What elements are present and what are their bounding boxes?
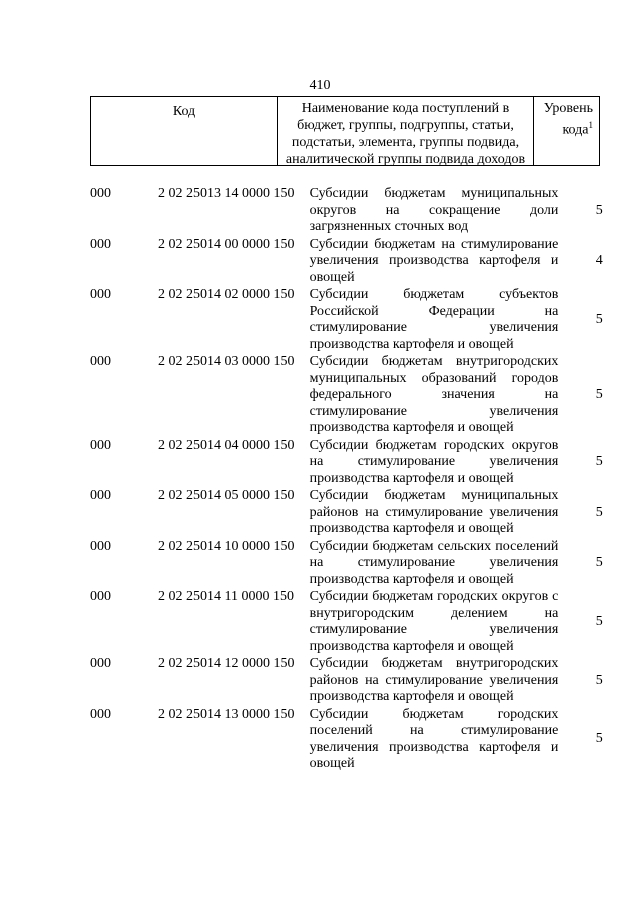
header-level-cell (534, 97, 599, 165)
revenue-code: 2 02 25013 14 0000 150 (158, 186, 295, 201)
revenue-name: Субсидии бюджетам городских округов на стимулирование увеличения производства картофеля и овощей (309, 437, 559, 486)
code-level: 5 (595, 672, 603, 688)
revenue-code: 2 02 25014 02 0000 150 (158, 287, 295, 302)
revenue-name: Субсидии бюджетам городских округов с внутригородским делением на стимулирование увеличения производства картофеля и овощей (309, 589, 559, 654)
revenue-code: 2 02 25014 05 0000 150 (158, 488, 295, 503)
revenue-name: Субсидии бюджетам внутригородских муниципальных образований городов федерального значения на стимулирование увеличения производства картофеля и овощей (309, 354, 559, 435)
table-row (0, 287, 640, 353)
revenue-code: 2 02 25014 10 0000 150 (158, 538, 295, 554)
table-row (0, 438, 640, 488)
revenue-code: 2 02 25014 12 0000 150 (158, 656, 295, 671)
page-number: 410 (309, 78, 331, 93)
table-header (90, 96, 600, 166)
admin-code: 000 (90, 488, 111, 503)
table-row (0, 539, 640, 589)
header-level: Уровень кода (543, 101, 593, 138)
revenue-code: 2 02 25014 04 0000 150 (158, 437, 295, 453)
table-row (0, 488, 640, 538)
revenue-code: 2 02 25014 13 0000 150 (158, 706, 295, 722)
admin-code: 000 (90, 354, 111, 369)
revenue-code: 2 02 25014 11 0000 150 (158, 589, 294, 604)
table-row (0, 354, 640, 437)
table-body (0, 186, 640, 774)
footnote-marker: 1 (588, 120, 593, 130)
code-level: 5 (595, 555, 603, 570)
code-level: 5 (595, 311, 603, 327)
table-row (0, 589, 640, 655)
revenue-name: Субсидии бюджетам внутригородских районов на стимулирование увеличения производства картофеля и овощей (309, 656, 559, 704)
code-level: 4 (595, 253, 603, 268)
header-name: Наименование кода поступлений в бюджет, группы, подгруппы, статьи, подстатьи, элемента, группы подвида, аналитической группы подвида доходов (278, 97, 534, 165)
code-level: 5 (595, 454, 603, 469)
code-level: 5 (595, 504, 603, 520)
admin-code: 000 (90, 236, 111, 252)
table-row (0, 656, 640, 706)
admin-code: 000 (90, 437, 111, 453)
admin-code: 000 (90, 656, 111, 671)
code-level: 5 (595, 731, 603, 747)
revenue-code: 2 02 25014 00 0000 150 (158, 236, 295, 252)
table-row (0, 237, 640, 287)
table-row (0, 186, 640, 236)
admin-code: 000 (90, 538, 111, 554)
revenue-code: 2 02 25014 03 0000 150 (158, 354, 295, 369)
table-row (0, 707, 640, 773)
admin-code: 000 (90, 706, 111, 722)
revenue-name: Субсидии бюджетам сельских поселений на стимулирование увеличения производства картофеля и овощей (309, 538, 559, 587)
revenue-name: Субсидии бюджетам муниципальных округов на сокращение доли загрязненных сточных вод (309, 186, 559, 234)
admin-code: 000 (90, 287, 111, 302)
revenue-name: Субсидии бюджетам на стимулирование увеличения производства картофеля и овощей (309, 236, 559, 285)
revenue-name: Субсидии бюджетам городских поселений на стимулирование увеличения производства картофеля и овощей (309, 706, 559, 771)
revenue-name: Субсидии бюджетам субъектов Российской Федерации на стимулирование увеличения производства картофеля и овощей (309, 287, 559, 352)
header-code: Код (91, 97, 278, 165)
revenue-name: Субсидии бюджетам муниципальных районов на стимулирование увеличения производства картофеля и овощей (309, 488, 559, 536)
code-level: 5 (595, 613, 603, 629)
code-level: 5 (595, 202, 603, 218)
admin-code: 000 (90, 186, 111, 201)
code-level: 5 (595, 387, 603, 402)
admin-code: 000 (90, 589, 111, 604)
